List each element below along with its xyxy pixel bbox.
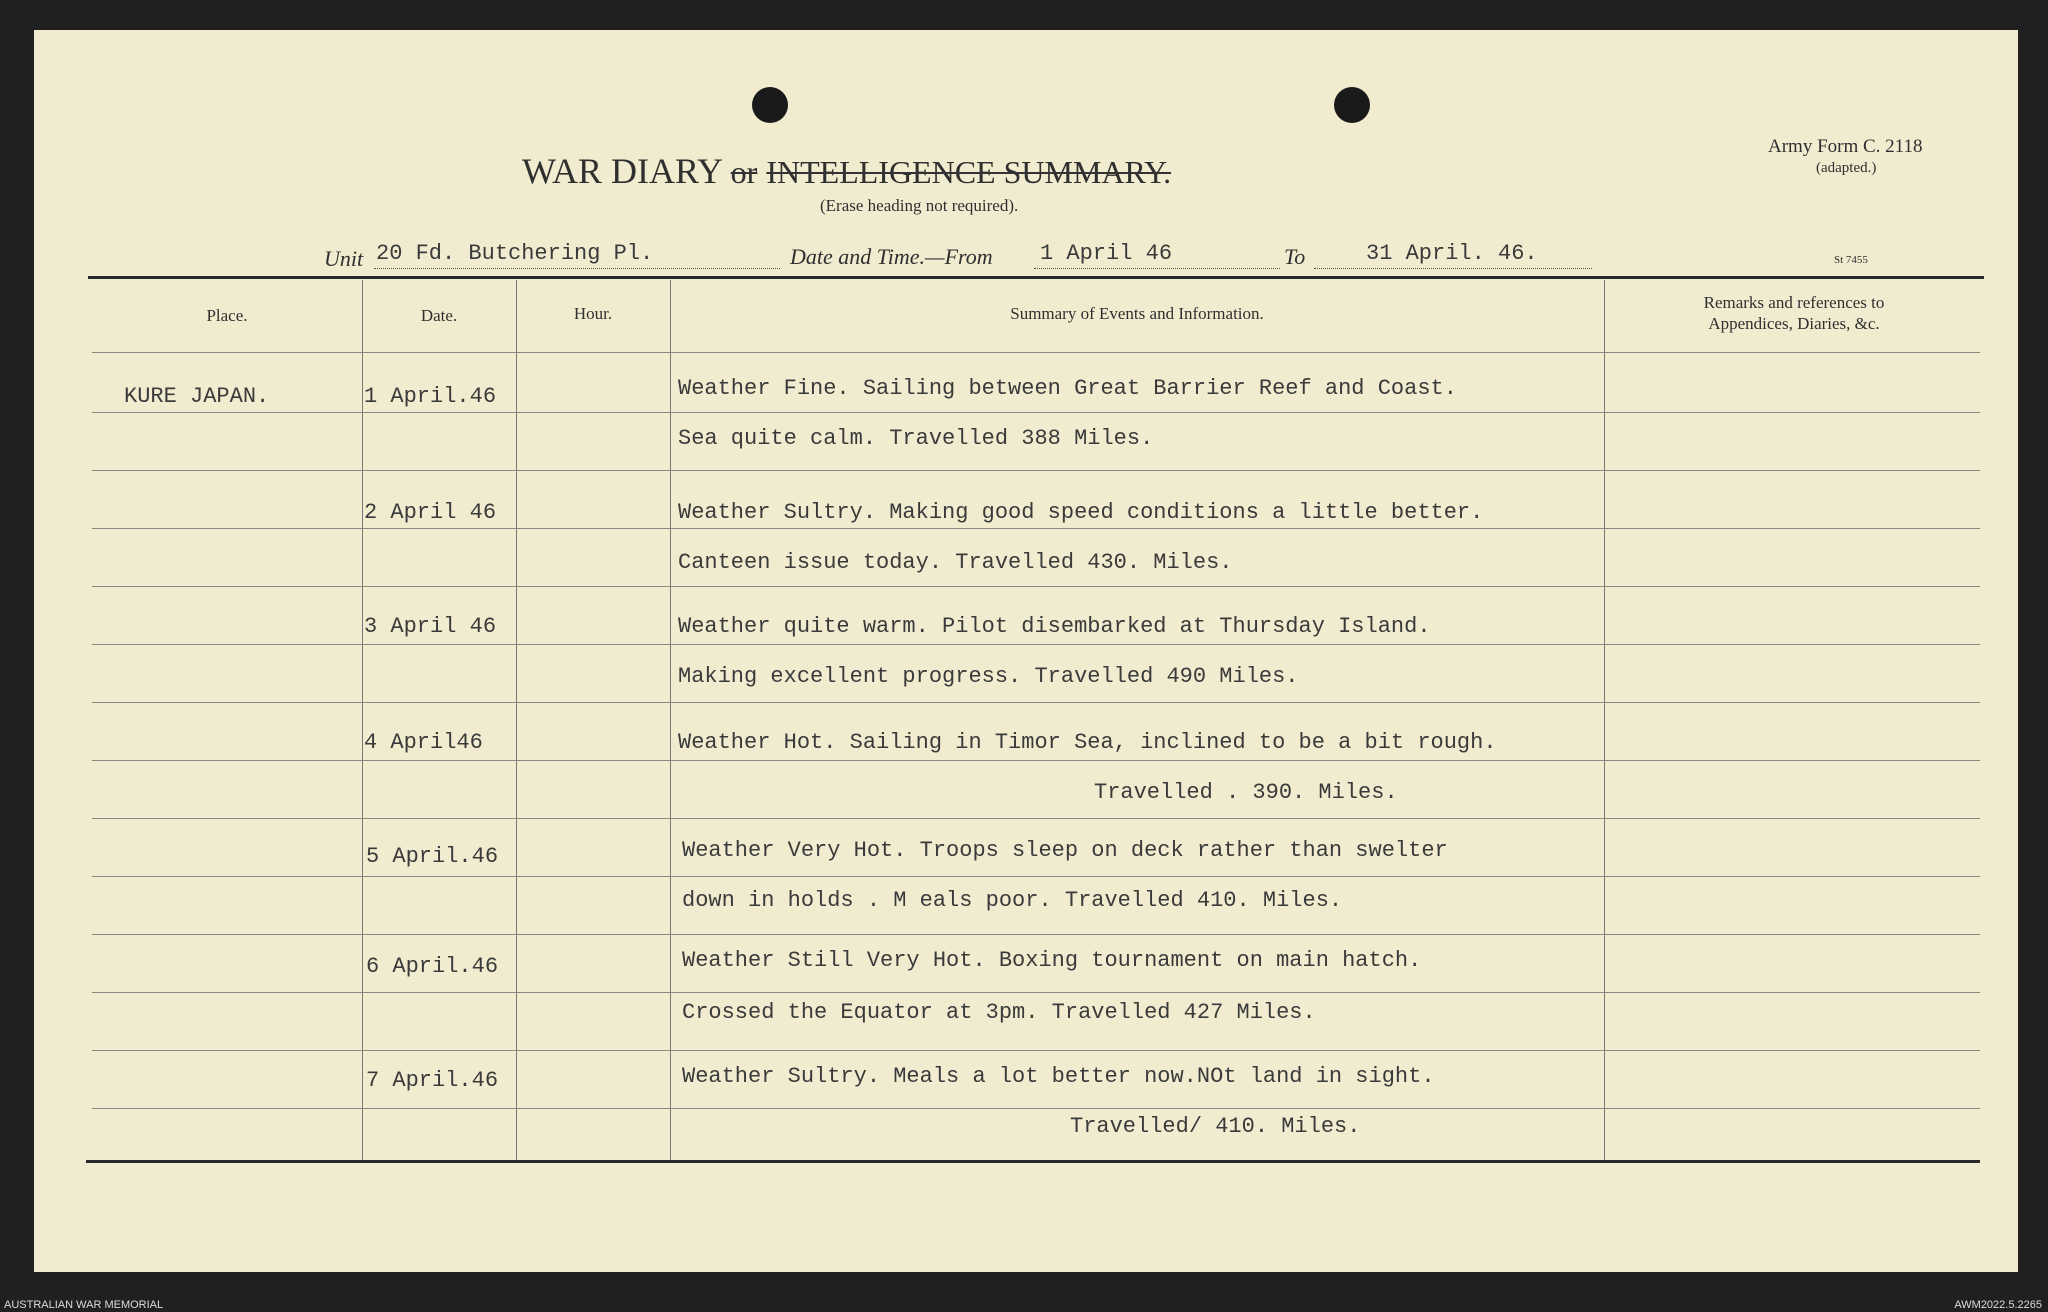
entry-summary-line1: Weather Very Hot. Troops sleep on deck rather than swelter <box>682 838 1448 863</box>
row-rule <box>92 586 1980 587</box>
title-or: or <box>730 154 758 190</box>
row-rule <box>92 818 1980 819</box>
table-top-rule <box>88 276 1984 279</box>
to-dotted-line <box>1314 268 1592 269</box>
date-to-value: 31 April. 46. <box>1366 241 1538 266</box>
header-summary: Summary of Events and Information. <box>1010 304 1264 323</box>
entry-summary-line2: Canteen issue today. Travelled 430. Miles. <box>678 550 1233 575</box>
entry-summary-line2: Sea quite calm. Travelled 388 Miles. <box>678 426 1154 451</box>
date-from-value: 1 April 46 <box>1040 241 1173 266</box>
entry-summary-line1: Weather Sultry. Meals a lot better now.NOt land in sight. <box>682 1064 1435 1089</box>
header-hour: Hour. <box>573 304 613 323</box>
entry-date: 1 April.46 <box>364 384 497 409</box>
row-rule <box>92 528 1980 529</box>
row-rule <box>92 992 1980 993</box>
erase-note: (Erase heading not required). <box>820 196 1019 215</box>
title-struck: INTELLIGENCE SUMMARY. <box>766 154 1172 190</box>
row-rule <box>92 1108 1980 1109</box>
entry-date: 4 April46 <box>364 730 483 755</box>
title-main: WAR DIARY <box>522 151 722 191</box>
row-rule <box>92 934 1980 935</box>
header-remarks-line1: Remarks and references to <box>1703 293 1885 312</box>
row-rule <box>92 876 1980 877</box>
entry-summary-line2: down in holds . M eals poor. Travelled 410. Miles. <box>682 888 1343 913</box>
row-rule <box>92 470 1980 471</box>
entry-summary-line1: Weather Still Very Hot. Boxing tournament on main hatch. <box>682 948 1422 973</box>
unit-value: 20 Fd. Butchering Pl. <box>376 241 654 266</box>
archive-caption: AUSTRALIAN WAR MEMORIAL <box>4 1299 164 1311</box>
form-note: (adapted.) <box>1816 160 1877 176</box>
table-bottom-rule <box>86 1160 1980 1163</box>
row-rule <box>92 644 1980 645</box>
date-from-label: Date and Time.—From <box>790 244 993 269</box>
archive-reference: AWM2022.5.2265 <box>1954 1299 2042 1311</box>
entry-summary-line2: Travelled . 390. Miles. <box>1094 780 1398 805</box>
header-rule <box>92 352 1980 353</box>
row-rule <box>92 1050 1980 1051</box>
header-date: Date. <box>420 306 458 325</box>
header-remarks <box>1604 292 1984 334</box>
form-name: Army Form C. 2118 <box>1768 136 1923 157</box>
entry-summary-line1: Weather quite warm. Pilot disembarked at Thursday Island. <box>678 614 1431 639</box>
from-dotted-line <box>1034 268 1280 269</box>
header-place: Place. <box>206 306 248 325</box>
row-rule <box>92 760 1980 761</box>
punch-hole <box>752 87 788 123</box>
entry-date: 2 April 46 <box>364 500 497 525</box>
row-rule <box>92 412 1980 413</box>
entry-date: 5 April.46 <box>366 844 499 869</box>
unit-dotted-line <box>374 268 780 269</box>
unit-label: Unit <box>324 246 364 271</box>
form-title <box>522 150 1171 192</box>
date-to-label: To <box>1284 244 1306 269</box>
header-remarks-line2: Appendices, Diaries, &c. <box>1708 314 1880 333</box>
stock-number: St 7455 <box>1834 254 1868 266</box>
entry-summary-line1: Weather Sultry. Making good speed conditions a little better. <box>678 500 1484 525</box>
row-rule <box>92 702 1980 703</box>
punch-hole <box>1334 87 1370 123</box>
entry-summary-line2: Travelled/ 410. Miles. <box>1070 1114 1361 1139</box>
entry-summary-line1: Weather Hot. Sailing in Timor Sea, inclined to be a bit rough. <box>678 730 1497 755</box>
entry-date: 7 April.46 <box>366 1068 499 1093</box>
entry-summary-line2: Crossed the Equator at 3pm. Travelled 427 Miles. <box>682 1000 1316 1025</box>
entry-place: KURE JAPAN. <box>124 384 270 409</box>
war-diary-sheet <box>34 30 2018 1272</box>
entry-date: 3 April 46 <box>364 614 497 639</box>
entry-summary-line2: Making excellent progress. Travelled 490 Miles. <box>678 664 1299 689</box>
entry-date: 6 April.46 <box>366 954 499 979</box>
entry-summary-line1: Weather Fine. Sailing between Great Barrier Reef and Coast. <box>678 376 1457 401</box>
